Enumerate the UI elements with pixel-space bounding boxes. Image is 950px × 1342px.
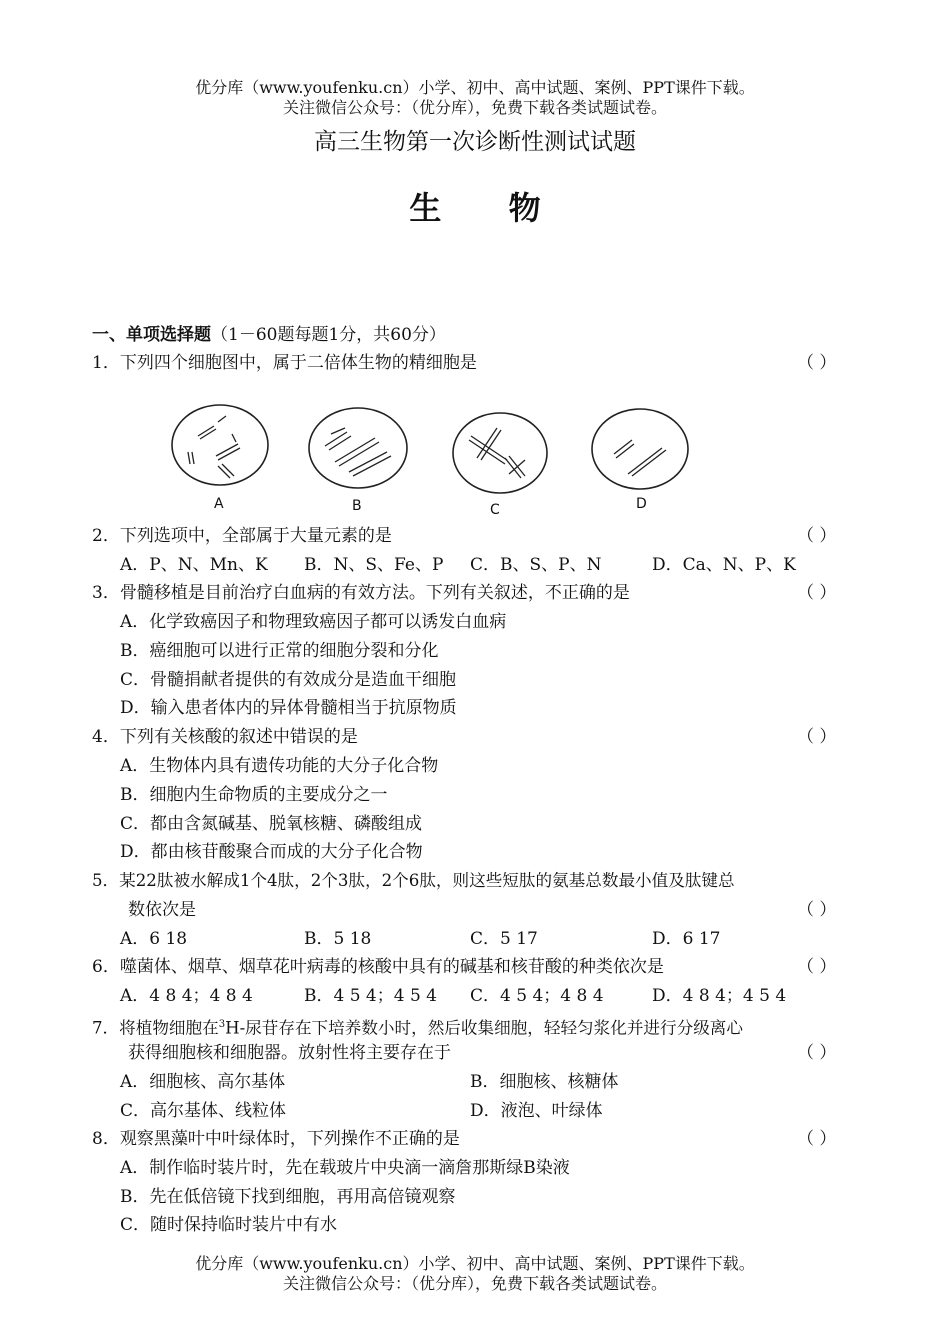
q6-option-c: C．4 5 4；4 8 4 — [470, 986, 604, 1006]
cell-label-d: D — [636, 496, 647, 512]
q4-option-d: D．都由核苷酸聚合而成的大分子化合物 — [120, 842, 423, 862]
q3-option-c: C．骨髓捐献者提供的有效成分是造血干细胞 — [120, 670, 457, 690]
section-heading — [92, 324, 446, 346]
q2-option-a: A．P、N、Mn、K — [120, 555, 268, 575]
section-label: 一、单项选择题 — [92, 325, 211, 345]
answer-paren-5: （ ） — [797, 900, 837, 920]
question-1-stem: 1．下列四个细胞图中，属于二倍体生物的精细胞是 — [92, 353, 477, 373]
header-line-2: 关注微信公众号：（优分库），免费下载各类试题试卷。 — [282, 98, 667, 117]
footer-line-1: 优分库（www.youfenku.cn）小学、初中、高中试题、案例、PPT课件下载。 — [195, 1254, 755, 1273]
q7-option-c: C．高尔基体、线粒体 — [120, 1101, 287, 1121]
question-8-stem: 8．观察黑藻叶中叶绿体时，下列操作不正确的是 — [92, 1129, 460, 1149]
q7-option-b: B．细胞核、核糖体 — [470, 1072, 619, 1092]
question-5-stem-cont: 数依次是 — [128, 900, 196, 920]
answer-paren-8: （ ） — [797, 1129, 837, 1149]
q2-option-d: D．Ca、N、P、K — [652, 555, 796, 575]
answer-paren-3: （ ） — [797, 583, 837, 603]
q8-option-c: C．随时保持临时装片中有水 — [120, 1215, 338, 1235]
q7-option-d: D．液泡、叶绿体 — [470, 1101, 603, 1121]
q6-option-b: B．4 5 4；4 5 4 — [304, 986, 438, 1006]
cell-diagram-b — [305, 402, 411, 494]
question-3-stem: 3．骨髓移植是目前治疗白血病的有效方法。下列有关叙述，不正确的是 — [92, 583, 630, 603]
question-5-stem: 5．某22肽被水解成1个4肽，2个3肽，2个6肽，则这些短肽的氨基总数最小值及肽键总 — [92, 871, 735, 890]
q6-option-d: D．4 8 4；4 5 4 — [652, 986, 787, 1006]
question-7-stem — [92, 1014, 743, 1040]
subject-title: 生 物 — [409, 189, 569, 227]
q6-option-a: A．4 8 4；4 8 4 — [120, 986, 253, 1006]
q4-option-a: A．生物体内具有遗传功能的大分子化合物 — [120, 756, 439, 776]
q3-option-a: A．化学致癌因子和物理致癌因子都可以诱发白血病 — [120, 612, 507, 632]
cell-label-c: C — [490, 502, 500, 518]
q2-option-b: B．N、S、Fe、P — [304, 555, 444, 575]
question-2-stem: 2．下列选项中，全部属于大量元素的是 — [92, 526, 392, 546]
q5-option-d: D．6 17 — [652, 929, 721, 949]
q5-option-a: A．6 18 — [120, 929, 188, 949]
cell-diagram-c — [449, 408, 551, 498]
question-7-stem-cont: 获得细胞核和细胞器。放射性将主要存在于 — [128, 1043, 451, 1063]
header-line-1: 优分库（www.youfenku.cn）小学、初中、高中试题、案例、PPT课件下载。 — [195, 78, 755, 97]
q5-option-c: C．5 17 — [470, 929, 538, 949]
q5-option-b: B．5 18 — [304, 929, 372, 949]
q3-option-b: B．癌细胞可以进行正常的细胞分裂和分化 — [120, 641, 439, 661]
q7-stem-part-a: 7．将植物细胞在 — [92, 1018, 219, 1038]
answer-paren-2: （ ） — [797, 526, 837, 546]
answer-paren-7: （ ） — [797, 1043, 837, 1063]
cell-label-b: B — [352, 498, 362, 514]
q7-stem-part-b: H-尿苷存在下培养数小时，然后收集细胞，轻轻匀浆化并进行分级离心 — [225, 1018, 743, 1038]
question-6-stem: 6．噬菌体、烟草、烟草花叶病毒的核酸中具有的碱基和核苷酸的种类依次是 — [92, 957, 664, 977]
q2-option-c: C．B、S、P、N — [470, 555, 602, 575]
exam-title: 高三生物第一次诊断性测试试题 — [314, 129, 636, 155]
q3-option-d: D．输入患者体内的异体骨髓相当于抗原物质 — [120, 698, 457, 718]
question-4-stem: 4．下列有关核酸的叙述中错误的是 — [92, 727, 358, 747]
q8-option-b: B．先在低倍镜下找到细胞，再用高倍镜观察 — [120, 1187, 456, 1207]
q7-option-a: A．细胞核、高尔基体 — [120, 1072, 286, 1092]
cell-diagram-d — [588, 404, 692, 494]
cell-label-a: A — [214, 496, 224, 512]
q4-option-c: C．都由含氮碱基、脱氧核糖、磷酸组成 — [120, 814, 423, 834]
q8-option-a: A．制作临时装片时，先在载玻片中央滴一滴詹那斯绿B染液 — [120, 1158, 570, 1178]
answer-paren-6: （ ） — [797, 957, 837, 977]
q4-option-b: B．细胞内生命物质的主要成分之一 — [120, 785, 388, 805]
q7-superscript: 3 — [218, 1019, 226, 1030]
answer-paren-4: （ ） — [797, 727, 837, 747]
answer-paren-1: （ ） — [797, 353, 837, 373]
cell-diagram-a — [168, 400, 272, 490]
section-note: （1－60题每题1分，共60分） — [211, 325, 446, 345]
footer-line-2: 关注微信公众号：（优分库），免费下载各类试题试卷。 — [282, 1274, 667, 1293]
